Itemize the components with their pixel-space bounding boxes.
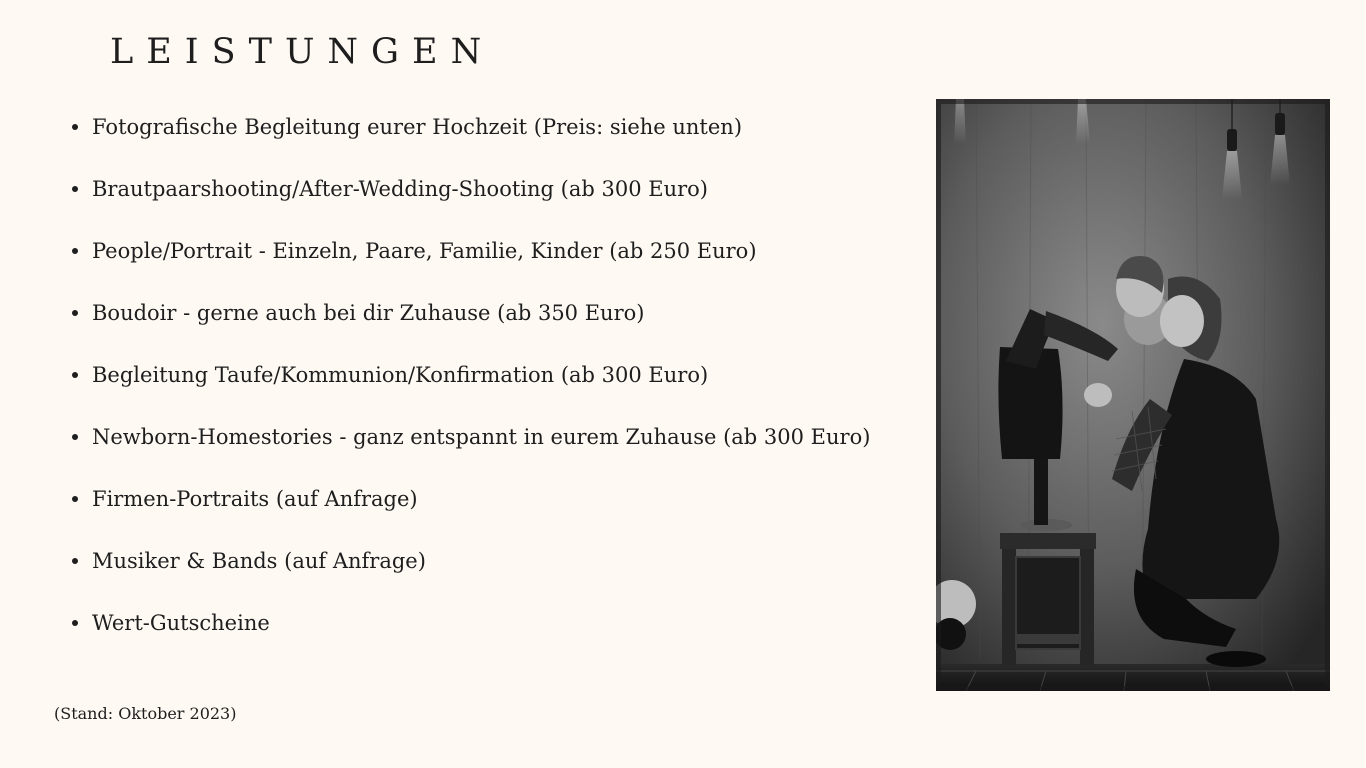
service-label: Brautpaarshooting/After-Wedding-Shooting (ab 300 Euro) [92, 177, 708, 201]
page-title: LEISTUNGEN [110, 32, 495, 72]
list-item [0, 158, 870, 220]
bullet-icon [72, 186, 78, 192]
date-note: (Stand: Oktober 2023) [54, 704, 237, 723]
service-label: Newborn-Homestories - ganz entspannt in eurem Zuhause (ab 300 Euro) [92, 425, 871, 449]
list-item [0, 220, 870, 282]
bullet-icon [72, 558, 78, 564]
list-item [0, 406, 870, 468]
list-item [0, 530, 870, 592]
service-label: Firmen-Portraits (auf Anfrage) [92, 487, 418, 511]
service-label: Wert-Gutscheine [92, 611, 270, 635]
portrait-photo [936, 99, 1330, 691]
service-label: Begleitung Taufe/Kommunion/Konfirmation (ab 300 Euro) [92, 363, 709, 387]
bullet-icon [72, 620, 78, 626]
bullet-icon [72, 434, 78, 440]
service-label: Boudoir - gerne auch bei dir Zuhause (ab 350 Euro) [92, 301, 645, 325]
services-list [0, 96, 870, 654]
bullet-icon [72, 372, 78, 378]
bullet-icon [72, 124, 78, 130]
mother-daughter-kiss-photo [936, 99, 1330, 691]
service-label: Musiker & Bands (auf Anfrage) [92, 549, 426, 573]
list-item [0, 592, 870, 654]
service-label: People/Portrait - Einzeln, Paare, Familie, Kinder (ab 250 Euro) [92, 239, 757, 263]
bullet-icon [72, 248, 78, 254]
list-item [0, 282, 870, 344]
service-label: Fotografische Begleitung eurer Hochzeit (Preis: siehe unten) [92, 115, 743, 139]
bullet-icon [72, 496, 78, 502]
list-item [0, 468, 870, 530]
list-item [0, 96, 870, 158]
list-item [0, 344, 870, 406]
bullet-icon [72, 310, 78, 316]
